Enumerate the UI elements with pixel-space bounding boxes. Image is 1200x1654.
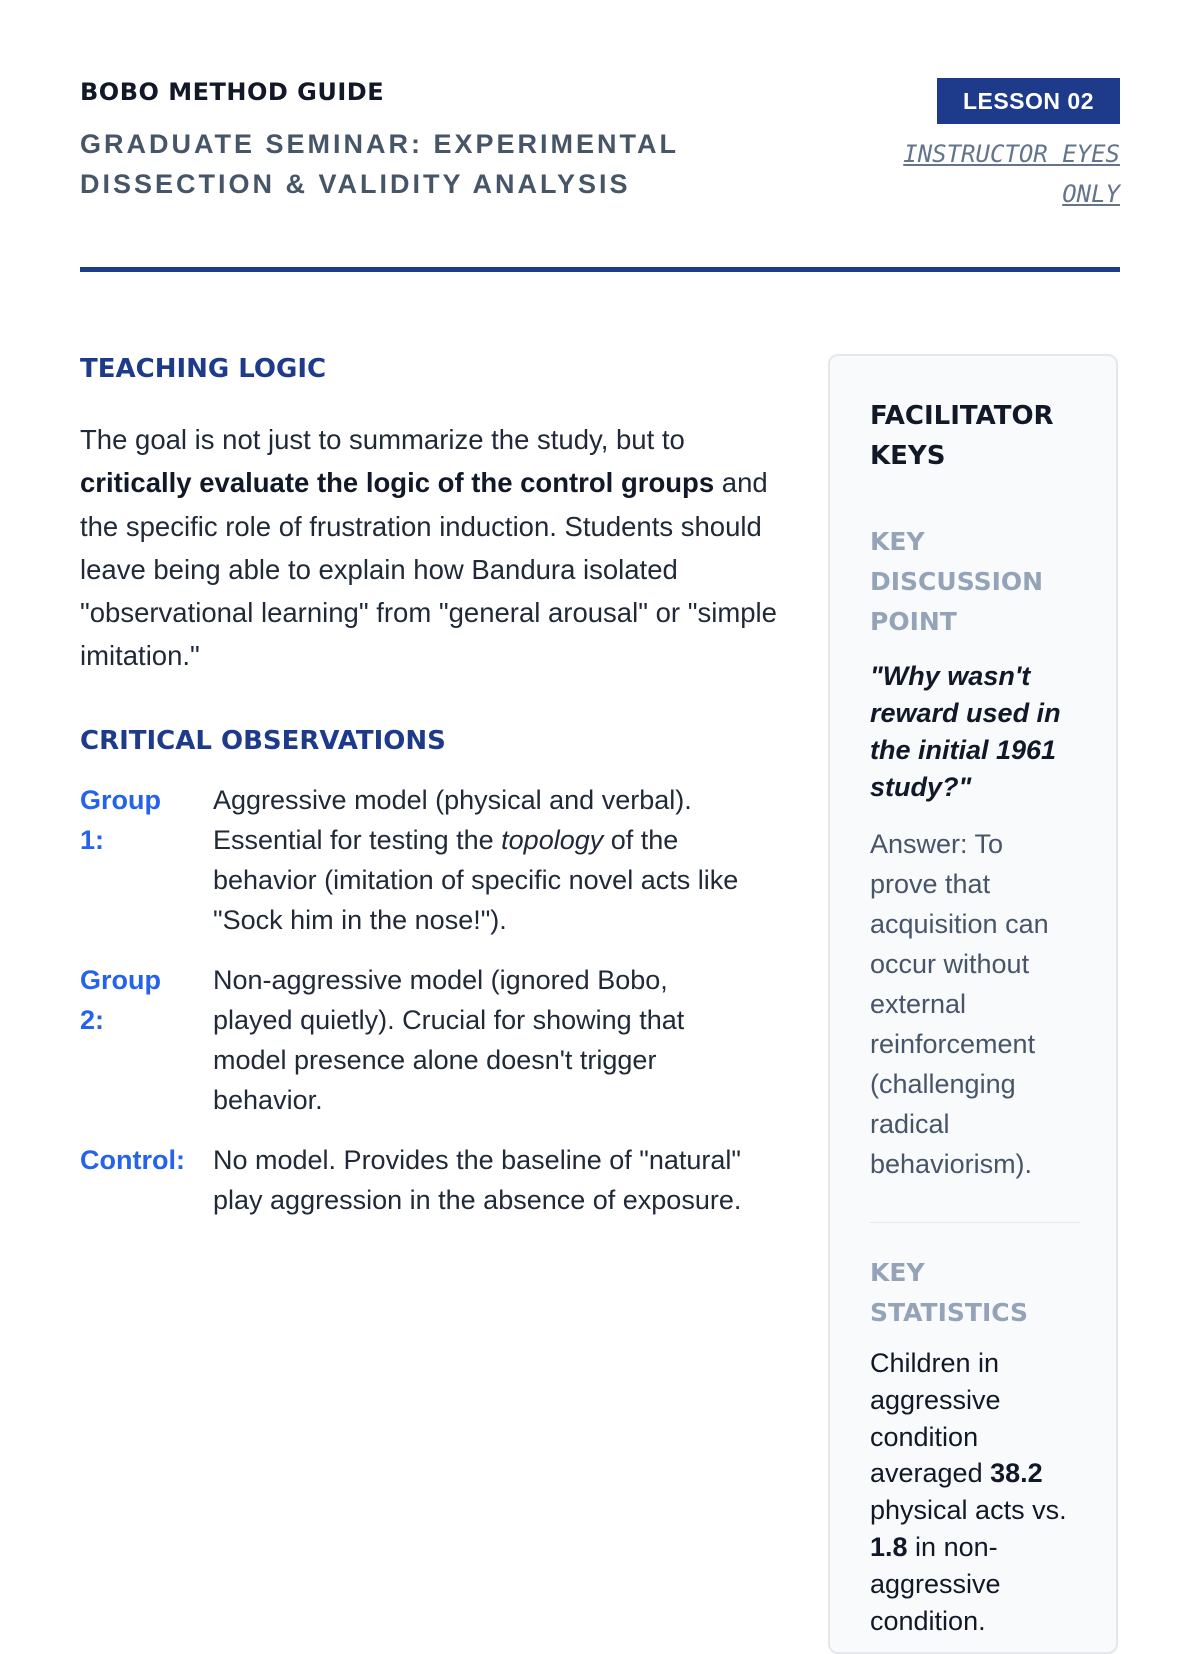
- lesson-page: [80, 72, 1120, 1636]
- observation-label: Group 2:: [80, 964, 161, 1035]
- observation-item-group-1: [80, 780, 780, 940]
- teaching-text-rest: and the specific role of frustration induction. Students should leave being able to explain how Bandura isolated "observational learning" from "general arousal" or "simple imitation.": [80, 467, 777, 672]
- aggressive-average-value: 38.2: [990, 1458, 1043, 1489]
- critical-observations-heading: CRITICAL OBSERVATIONS: [80, 725, 446, 756]
- observation-item-group-2: [80, 960, 780, 1120]
- header-divider: [80, 267, 1120, 272]
- teaching-text-intro: The goal is not just to summarize the study, but to: [80, 424, 685, 455]
- topology-emphasis: topology: [501, 824, 604, 855]
- teaching-logic-heading: TEACHING LOGIC: [80, 354, 327, 384]
- observation-list: [80, 780, 780, 1220]
- page-header: [80, 72, 1120, 272]
- instructor-only-note: INSTRUCTOR EYES ONLY: [903, 140, 1120, 208]
- observation-label: Control:: [80, 1144, 185, 1175]
- discussion-question: "Why wasn't reward used in the initial 1961 study?": [870, 661, 1061, 802]
- observation-label: Group 1:: [80, 784, 161, 855]
- lesson-badge: LESSON 02: [937, 78, 1120, 124]
- teaching-text-emphasis: critically evaluate the logic of the control groups: [80, 467, 715, 499]
- key-statistics-text: Children in aggressive condition averaged 38.2 physical acts vs. 1.8 in non-aggressive condition.: [870, 1348, 1067, 1636]
- main-column: [80, 354, 780, 1240]
- seminar-subtitle: GRADUATE SEMINAR: EXPERIMENTAL DISSECTION & VALIDITY ANALYSIS: [80, 129, 679, 199]
- sidebar-divider: [870, 1222, 1080, 1223]
- brand-title: BOBO METHOD GUIDE: [80, 78, 385, 106]
- non-aggressive-average-value: 1.8: [870, 1531, 908, 1562]
- facilitator-sidebar: [828, 354, 1118, 1654]
- observation-text: No model. Provides the baseline of "natural" play aggression in the absence of exposure.: [213, 1144, 742, 1215]
- discussion-answer: Answer: To prove that acquisition can occur without external reinforcement (challenging radical behaviorism).: [870, 829, 1049, 1179]
- observation-text: Non-aggressive model (ignored Bobo, played quietly). Crucial for showing that model presence alone doesn't trigger behavior.: [213, 964, 685, 1115]
- facilitator-keys-heading: FACILITATOR KEYS: [870, 401, 1054, 471]
- key-statistics-heading: KEY STATISTICS: [870, 1258, 1029, 1327]
- observation-text: Aggressive model (physical and verbal). Essential for testing the topology of the behavior (imitation of specific novel acts like "Sock him in the nose!").: [213, 784, 739, 935]
- teaching-logic-text: [80, 418, 780, 678]
- observation-item-control: [80, 1140, 780, 1220]
- discussion-point-heading: KEY DISCUSSION POINT: [870, 527, 1044, 636]
